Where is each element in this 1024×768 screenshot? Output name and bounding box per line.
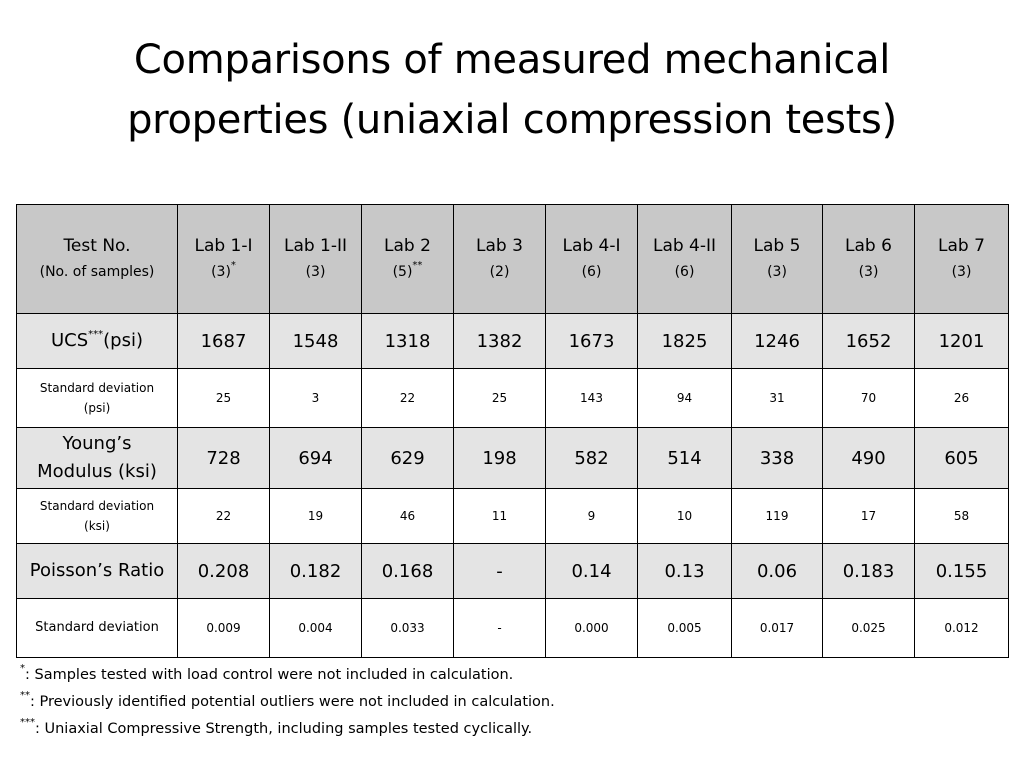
- table-cell: 582: [546, 428, 638, 489]
- table-cell: 25: [178, 369, 270, 428]
- header-cell-lab: Lab 3 (2): [454, 205, 546, 314]
- table-cell: 94: [638, 369, 732, 428]
- table-cell: 46: [362, 489, 454, 544]
- table-cell: 728: [178, 428, 270, 489]
- poissons-std-row: [17, 599, 1009, 658]
- table-cell: 143: [546, 369, 638, 428]
- footnote: ***: Uniaxial Compressive Strength, including samples tested cyclically.: [20, 717, 533, 737]
- table-cell: 0.004: [270, 599, 362, 658]
- table-cell: 0.168: [362, 544, 454, 599]
- table-cell: 19: [270, 489, 362, 544]
- table-cell: 1548: [270, 314, 362, 369]
- row-label: Standard deviation: [17, 599, 178, 658]
- slide-title: [0, 30, 1024, 150]
- table-cell: 119: [732, 489, 823, 544]
- footnote: *: Samples tested with load control were not included in calculation.: [20, 663, 514, 683]
- header-cell-lab: Lab 4-I (6): [546, 205, 638, 314]
- footnote: **: Previously identified potential outliers were not included in calculation.: [20, 690, 555, 710]
- table-cell: 1652: [823, 314, 915, 369]
- table-cell: 9: [546, 489, 638, 544]
- ucs-std-row: [17, 369, 1009, 428]
- table-cell: 11: [454, 489, 546, 544]
- poissons-ratio-row: [17, 544, 1009, 599]
- table-cell: 1687: [178, 314, 270, 369]
- table-cell: 605: [915, 428, 1009, 489]
- header-cell-lab: Lab 1-I (3)*: [178, 205, 270, 314]
- table-cell: 0.033: [362, 599, 454, 658]
- table-cell: 31: [732, 369, 823, 428]
- table-cell: 3: [270, 369, 362, 428]
- table-cell: 490: [823, 428, 915, 489]
- table-cell: 22: [362, 369, 454, 428]
- table-cell: 0.155: [915, 544, 1009, 599]
- table-cell: 17: [823, 489, 915, 544]
- table-cell: 0.06: [732, 544, 823, 599]
- table-cell: 25: [454, 369, 546, 428]
- table-cell: 0.13: [638, 544, 732, 599]
- table-cell: 0.009: [178, 599, 270, 658]
- header-cell-lab: Lab 1-II (3): [270, 205, 362, 314]
- table-cell: 10: [638, 489, 732, 544]
- table-cell: 694: [270, 428, 362, 489]
- header-cell-lab: Lab 5 (3): [732, 205, 823, 314]
- title-line-2: properties (uniaxial compression tests): [127, 97, 897, 143]
- table-cell: -: [454, 599, 546, 658]
- header-cell-lab: Lab 6 (3): [823, 205, 915, 314]
- table-cell: 0.017: [732, 599, 823, 658]
- table-cell: -: [454, 544, 546, 599]
- mechanical-properties-table: [16, 204, 1009, 658]
- header-cell-test-no: Test No. (No. of samples): [17, 205, 178, 314]
- row-label: Young’s Modulus (ksi): [17, 428, 178, 489]
- table-cell: 0.208: [178, 544, 270, 599]
- table-cell: 26: [915, 369, 1009, 428]
- table-cell: 198: [454, 428, 546, 489]
- row-label: Standard deviation (psi): [17, 369, 178, 428]
- row-label: Standard deviation (ksi): [17, 489, 178, 544]
- row-label: UCS***(psi): [17, 314, 178, 369]
- table-cell: 1246: [732, 314, 823, 369]
- table-cell: 1825: [638, 314, 732, 369]
- table-cell: 0.182: [270, 544, 362, 599]
- header-row: [17, 205, 1009, 314]
- ucs-row: [17, 314, 1009, 369]
- table-cell: 0.025: [823, 599, 915, 658]
- table-cell: 1382: [454, 314, 546, 369]
- table-cell: 22: [178, 489, 270, 544]
- table-cell: 1201: [915, 314, 1009, 369]
- row-label: Poisson’s Ratio: [17, 544, 178, 599]
- table-cell: 0.005: [638, 599, 732, 658]
- table-cell: 629: [362, 428, 454, 489]
- table-cell: 0.14: [546, 544, 638, 599]
- table-cell: 58: [915, 489, 1009, 544]
- table-cell: 514: [638, 428, 732, 489]
- table-cell: 338: [732, 428, 823, 489]
- youngs-modulus-row: [17, 428, 1009, 489]
- table-cell: 0.183: [823, 544, 915, 599]
- table-cell: 1318: [362, 314, 454, 369]
- title-line-1: Comparisons of measured mechanical: [133, 37, 891, 83]
- table-cell: 0.012: [915, 599, 1009, 658]
- table-cell: 70: [823, 369, 915, 428]
- table-cell: 0.000: [546, 599, 638, 658]
- table-cell: 1673: [546, 314, 638, 369]
- header-cell-lab: Lab 7 (3): [915, 205, 1009, 314]
- youngs-std-row: [17, 489, 1009, 544]
- header-cell-lab: Lab 2 (5)**: [362, 205, 454, 314]
- header-cell-lab: Lab 4-II (6): [638, 205, 732, 314]
- footnotes: [20, 662, 555, 743]
